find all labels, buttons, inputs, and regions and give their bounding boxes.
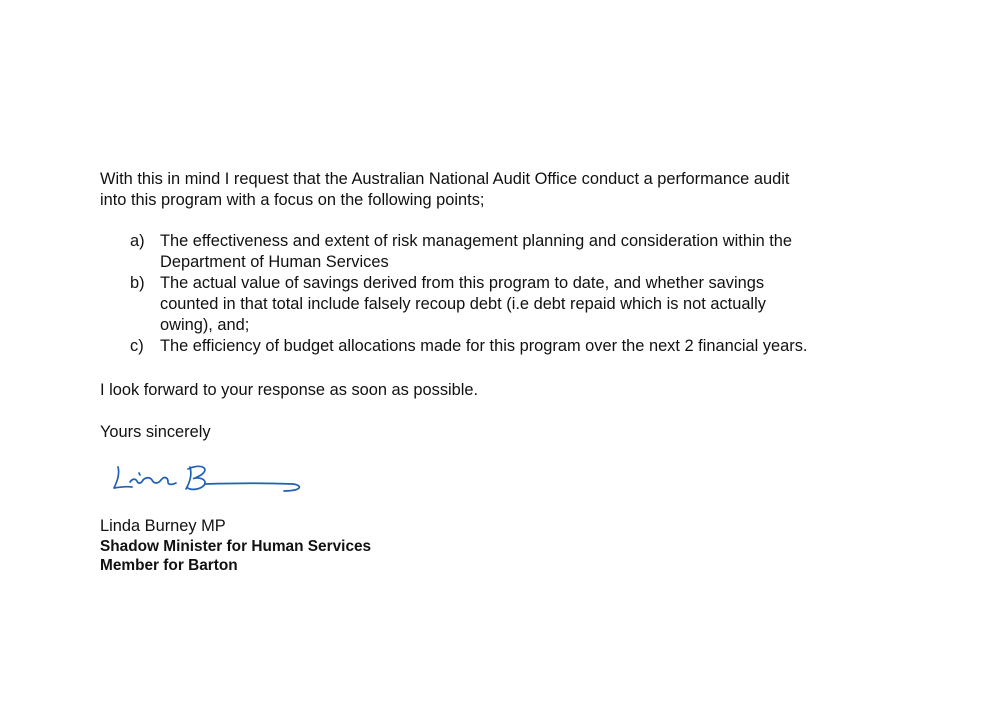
list-item <box>100 231 920 273</box>
list-item <box>100 273 920 336</box>
audit-points-list <box>100 231 920 357</box>
list-marker: b) <box>130 274 145 292</box>
list-item-line: The efficiency of budget allocations made for this program over the next 2 financial years. <box>160 337 808 355</box>
list-marker: c) <box>130 337 144 355</box>
intro-line-2: into this program with a focus on the following points; <box>100 191 485 209</box>
intro-line-1: With this in mind I request that the Australian National Audit Office conduct a performance audit <box>100 170 790 188</box>
intro-paragraph <box>100 169 900 211</box>
sign-off: Yours sincerely <box>100 423 211 441</box>
signatory-name: Linda Burney MP <box>100 517 226 535</box>
list-item-line: counted in that total include falsely recoup debt (i.e debt repaid which is not actually <box>160 295 766 313</box>
list-item-line: The effectiveness and extent of risk management planning and consideration within the <box>160 232 793 250</box>
list-item-line: Department of Human Services <box>160 253 389 271</box>
list-item-line: owing), and; <box>160 316 250 334</box>
list-marker: a) <box>130 232 145 250</box>
signatory-title: Shadow Minister for Human Services <box>100 537 372 555</box>
handwritten-signature <box>108 458 308 500</box>
list-item-line: The actual value of savings derived from this program to date, and whether savings <box>160 274 765 292</box>
closing-request: I look forward to your response as soon as possible. <box>100 381 479 399</box>
signature-block <box>100 517 371 576</box>
signatory-electorate: Member for Barton <box>100 557 238 574</box>
list-item <box>100 336 920 357</box>
